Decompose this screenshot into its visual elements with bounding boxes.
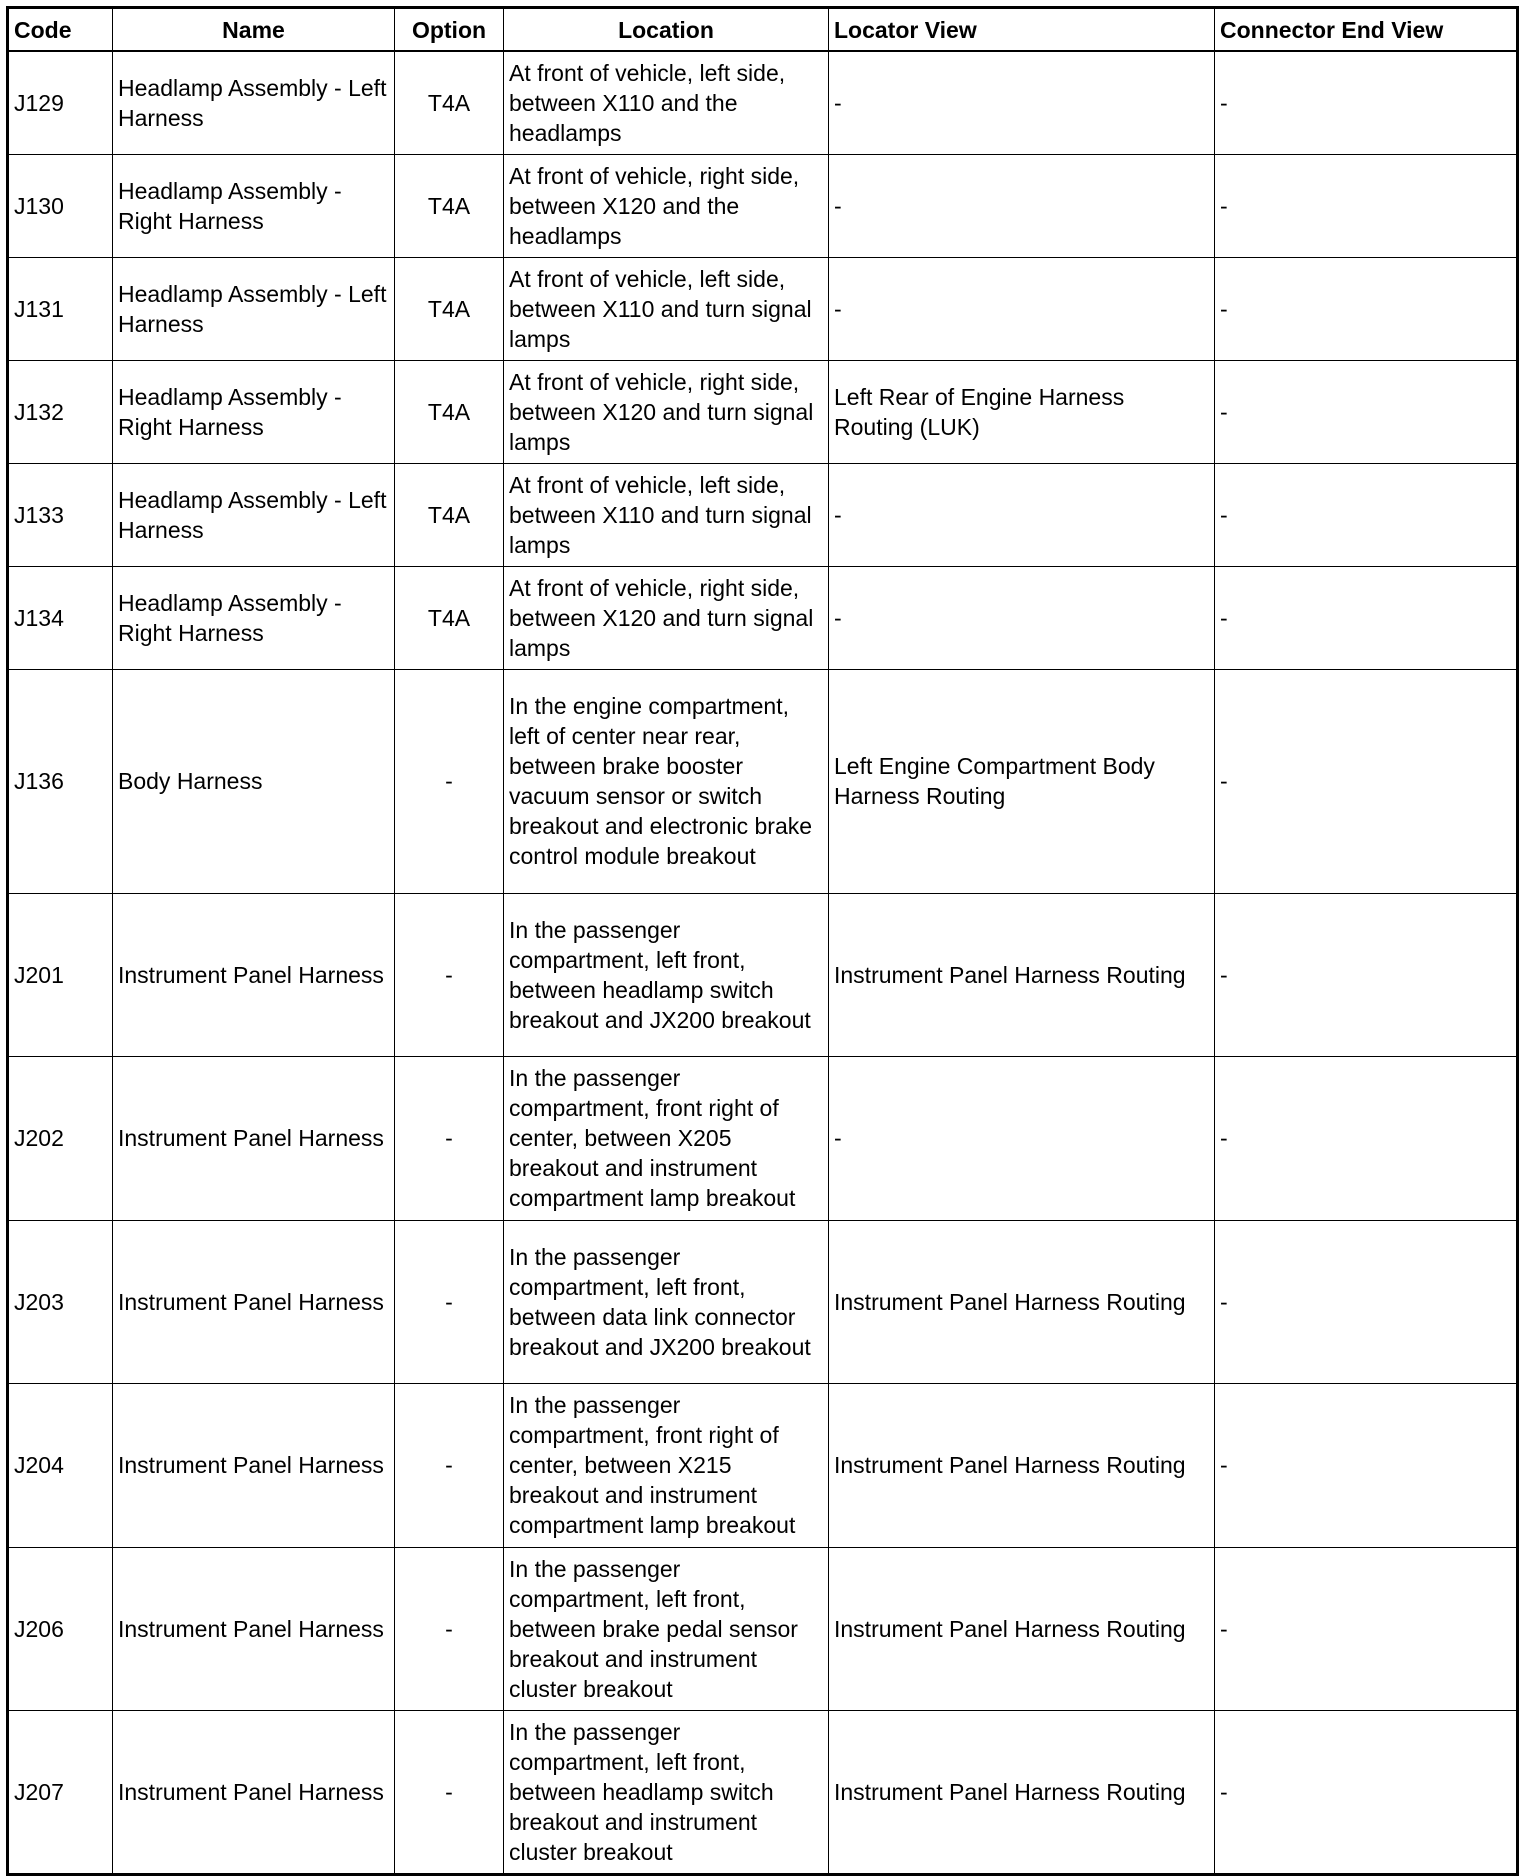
header-name: Name	[113, 8, 395, 52]
connector-end-view-cell: -	[1215, 463, 1518, 566]
location-cell: In the passenger compartment, left front, between data link connector breakout and JX200 breakout	[504, 1220, 829, 1383]
name-cell: Instrument Panel Harness	[113, 893, 395, 1056]
header-locator-view: Locator View	[829, 8, 1215, 52]
table-row	[8, 1056, 1518, 1220]
locator-view-cell: Left Engine Compartment Body Harness Routing	[829, 669, 1215, 893]
option-cell: T4A	[395, 566, 504, 669]
locator-view-cell: -	[829, 257, 1215, 360]
option-cell: -	[395, 1383, 504, 1547]
name-cell: Instrument Panel Harness	[113, 1056, 395, 1220]
code-cell: J132	[8, 360, 113, 463]
location-cell: At front of vehicle, right side, between X120 and turn signal lamps	[504, 566, 829, 669]
code-cell: J129	[8, 51, 113, 154]
location-cell: At front of vehicle, right side, between X120 and the headlamps	[504, 154, 829, 257]
name-cell: Body Harness	[113, 669, 395, 893]
connector-end-view-cell: -	[1215, 1547, 1518, 1710]
option-cell: -	[395, 669, 504, 893]
locator-view-cell: Instrument Panel Harness Routing	[829, 1710, 1215, 1874]
name-cell: Instrument Panel Harness	[113, 1710, 395, 1874]
location-cell: In the passenger compartment, left front, between brake pedal sensor breakout and instrument cluster breakout	[504, 1547, 829, 1710]
option-cell: -	[395, 893, 504, 1056]
locator-view-cell: -	[829, 1056, 1215, 1220]
table-row	[8, 257, 1518, 360]
code-cell: J203	[8, 1220, 113, 1383]
connector-end-view-cell: -	[1215, 1710, 1518, 1874]
connector-end-view-cell: -	[1215, 257, 1518, 360]
table-row	[8, 1220, 1518, 1383]
location-cell: In the passenger compartment, left front, between headlamp switch breakout and instrument cluster breakout	[504, 1710, 829, 1874]
option-cell: T4A	[395, 154, 504, 257]
locator-view-cell: Instrument Panel Harness Routing	[829, 893, 1215, 1056]
header-code: Code	[8, 8, 113, 52]
locator-view-cell: Left Rear of Engine Harness Routing (LUK)	[829, 360, 1215, 463]
location-cell: In the passenger compartment, left front, between headlamp switch breakout and JX200 breakout	[504, 893, 829, 1056]
name-cell: Headlamp Assembly - Right Harness	[113, 154, 395, 257]
connector-end-view-cell: -	[1215, 566, 1518, 669]
name-cell: Headlamp Assembly - Right Harness	[113, 360, 395, 463]
table-row	[8, 360, 1518, 463]
code-cell: J133	[8, 463, 113, 566]
table-row	[8, 1547, 1518, 1710]
option-cell: -	[395, 1056, 504, 1220]
connector-end-view-cell: -	[1215, 360, 1518, 463]
connector-end-view-cell: -	[1215, 51, 1518, 154]
header-option: Option	[395, 8, 504, 52]
connector-end-view-cell: -	[1215, 1383, 1518, 1547]
location-cell: In the passenger compartment, front right of center, between X205 breakout and instrument compartment lamp breakout	[504, 1056, 829, 1220]
option-cell: T4A	[395, 360, 504, 463]
option-cell: -	[395, 1547, 504, 1710]
connector-end-view-cell: -	[1215, 1220, 1518, 1383]
code-cell: J131	[8, 257, 113, 360]
locator-view-cell: Instrument Panel Harness Routing	[829, 1220, 1215, 1383]
code-cell: J136	[8, 669, 113, 893]
header-location: Location	[504, 8, 829, 52]
code-cell: J134	[8, 566, 113, 669]
table-row	[8, 566, 1518, 669]
locator-view-cell: Instrument Panel Harness Routing	[829, 1383, 1215, 1547]
name-cell: Headlamp Assembly - Left Harness	[113, 257, 395, 360]
table-row	[8, 893, 1518, 1056]
connector-end-view-cell: -	[1215, 1056, 1518, 1220]
table-row	[8, 1383, 1518, 1547]
connector-end-view-cell: -	[1215, 154, 1518, 257]
locator-view-cell: -	[829, 154, 1215, 257]
locator-view-cell: -	[829, 51, 1215, 154]
table-row	[8, 51, 1518, 154]
table-row	[8, 1710, 1518, 1874]
connector-end-view-cell: -	[1215, 669, 1518, 893]
location-cell: At front of vehicle, left side, between X110 and the headlamps	[504, 51, 829, 154]
code-cell: J201	[8, 893, 113, 1056]
option-cell: T4A	[395, 463, 504, 566]
connector-table	[6, 6, 1519, 1876]
location-cell: At front of vehicle, left side, between X110 and turn signal lamps	[504, 463, 829, 566]
code-cell: J202	[8, 1056, 113, 1220]
table-row	[8, 463, 1518, 566]
location-cell: In the engine compartment, left of center near rear, between brake booster vacuum sensor or switch breakout and electronic brake control module breakout	[504, 669, 829, 893]
location-cell: At front of vehicle, right side, between X120 and turn signal lamps	[504, 360, 829, 463]
name-cell: Instrument Panel Harness	[113, 1220, 395, 1383]
locator-view-cell: Instrument Panel Harness Routing	[829, 1547, 1215, 1710]
option-cell: -	[395, 1220, 504, 1383]
option-cell: T4A	[395, 257, 504, 360]
location-cell: In the passenger compartment, front right of center, between X215 breakout and instrument compartment lamp breakout	[504, 1383, 829, 1547]
code-cell: J204	[8, 1383, 113, 1547]
name-cell: Headlamp Assembly - Right Harness	[113, 566, 395, 669]
code-cell: J206	[8, 1547, 113, 1710]
name-cell: Headlamp Assembly - Left Harness	[113, 51, 395, 154]
name-cell: Instrument Panel Harness	[113, 1383, 395, 1547]
option-cell: -	[395, 1710, 504, 1874]
header-row	[8, 8, 1518, 52]
location-cell: At front of vehicle, left side, between X110 and turn signal lamps	[504, 257, 829, 360]
table-row	[8, 669, 1518, 893]
option-cell: T4A	[395, 51, 504, 154]
header-connector-end-view: Connector End View	[1215, 8, 1518, 52]
locator-view-cell: -	[829, 463, 1215, 566]
name-cell: Headlamp Assembly - Left Harness	[113, 463, 395, 566]
locator-view-cell: -	[829, 566, 1215, 669]
code-cell: J207	[8, 1710, 113, 1874]
table-row	[8, 154, 1518, 257]
connector-end-view-cell: -	[1215, 893, 1518, 1056]
code-cell: J130	[8, 154, 113, 257]
name-cell: Instrument Panel Harness	[113, 1547, 395, 1710]
